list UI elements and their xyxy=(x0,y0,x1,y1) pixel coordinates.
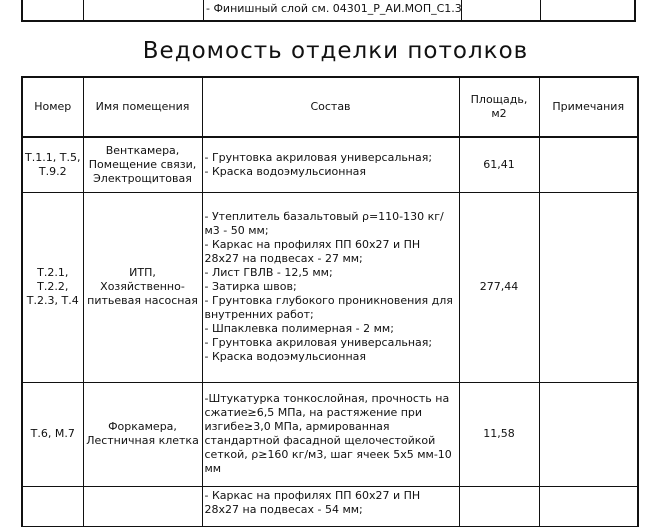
cell-composition xyxy=(202,192,459,382)
composition-line: - Шпаклевка полимерная - 2 мм; xyxy=(204,322,394,335)
ceiling-finish-table xyxy=(21,76,639,527)
table-row xyxy=(22,192,638,382)
cell-composition xyxy=(202,382,459,486)
cell-number xyxy=(22,486,83,526)
table-row xyxy=(22,486,638,526)
cell-area xyxy=(459,486,539,526)
cell-room: ИТП, Хозяйственно-питьевая насосная xyxy=(83,192,202,382)
cell-notes xyxy=(539,382,638,486)
cell-notes xyxy=(539,137,638,192)
composition-line: - Краска водоэмульсионная xyxy=(204,350,367,363)
header-room: Имя помещения xyxy=(83,77,202,137)
header-number: Номер xyxy=(22,77,83,137)
table-row xyxy=(22,382,638,486)
cell-room: Форкамера, Лестничная клетка xyxy=(83,382,202,486)
cell-area: 61,41 xyxy=(459,137,539,192)
cell-area: 277,44 xyxy=(459,192,539,382)
previous-table-fragment xyxy=(21,0,636,22)
header-area: Площадь, м2 xyxy=(459,77,539,137)
composition-line: - Грунтовка глубокого проникновения для внутренних работ; xyxy=(204,294,457,321)
header-composition: Состав xyxy=(202,77,459,137)
composition-line: - Краска водоэмульсионная xyxy=(204,164,367,178)
table-header-row xyxy=(22,77,638,137)
composition-line: - Грунтовка акриловая универсальная; xyxy=(204,150,433,164)
cell-room xyxy=(83,486,202,526)
composition-line: - Грунтовка акриловая универсальная; xyxy=(204,336,433,349)
composition-line: -Штукатурка тонкослойная, прочность на сжатие≥6,5 МПа, на растяжение при изгибе≥3,0 МПа, армированная стандартной фасадной щелочестойкой сеткой, ρ≥160 кг/м3, шаг ячеек 5х5 мм-10 мм xyxy=(204,392,456,475)
composition-line: - Утеплитель базальтовый ρ=110-130 кг/м3 - 50 мм; xyxy=(204,210,444,237)
cell-notes xyxy=(539,486,638,526)
cell-number: Т.1.1, Т.5, Т.9.2 xyxy=(22,137,83,192)
composition-line: - Затирка швов; xyxy=(204,280,297,293)
cell-room: Венткамера, Помещение связи, Электрощитовая xyxy=(83,137,202,192)
cell-area: 11,58 xyxy=(459,382,539,486)
cell-notes xyxy=(539,192,638,382)
composition-line: - Каркас на профилях ПП 60х27 и ПН 28х27 на подвесах - 27 мм; xyxy=(204,238,424,265)
composition-line: - Лист ГВЛВ - 12,5 мм; xyxy=(204,266,333,279)
cell-number: Т.6, М.7 xyxy=(22,382,83,486)
table-row xyxy=(22,137,638,192)
cell-composition xyxy=(202,137,459,192)
header-notes: Примечания xyxy=(539,77,638,137)
cell-composition xyxy=(202,486,459,526)
composition-line: - Каркас на профилях ПП 60х27 и ПН 28х27 на подвесах - 54 мм; xyxy=(204,488,424,516)
previous-table-line: - Финишный слой см. 04301_Р_АИ.МОП_С1.3 xyxy=(206,2,462,15)
page-title: Ведомость отделки потолков xyxy=(142,38,529,64)
cell-number: Т.2.1, Т.2.2, Т.2.3, Т.4 xyxy=(22,192,83,382)
